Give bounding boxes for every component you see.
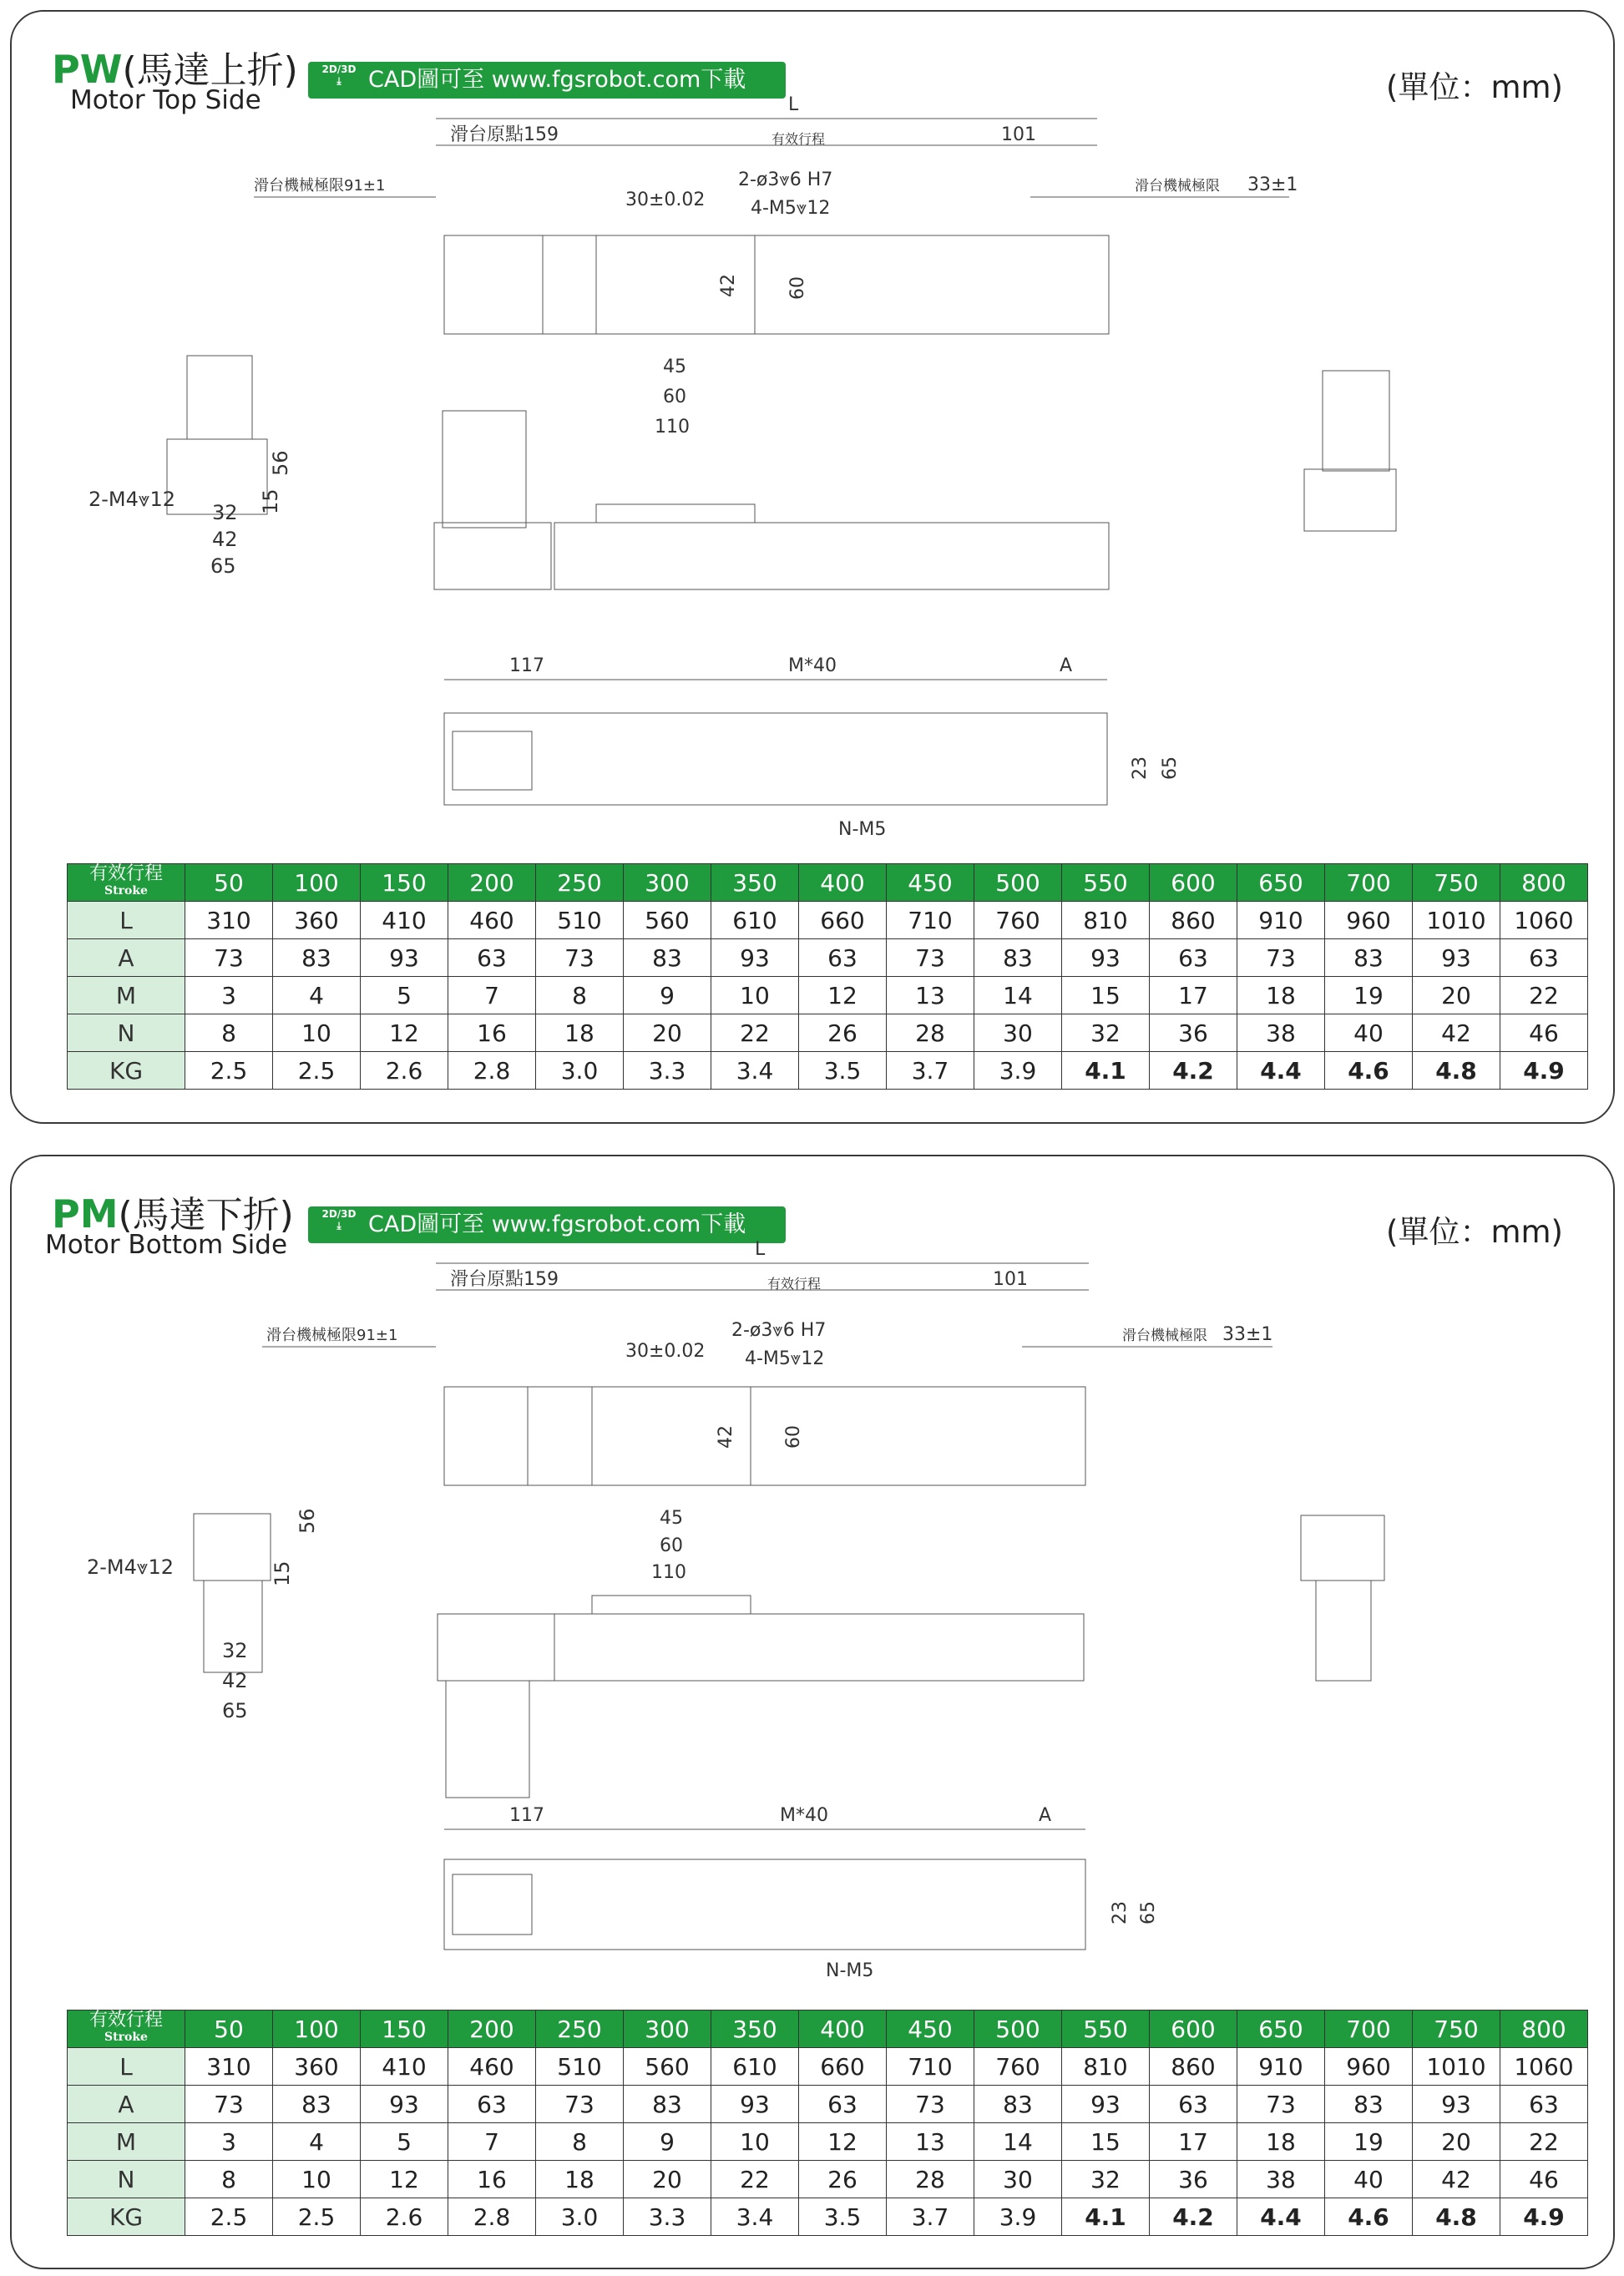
stroke-col: 250	[536, 864, 624, 902]
table-cell: 310	[185, 902, 273, 939]
dim-32: 32	[222, 1639, 248, 1662]
table-cell: 360	[273, 902, 361, 939]
row-label: KG	[68, 1052, 185, 1090]
table-cell: 10	[711, 2123, 799, 2161]
table-cell: 910	[1237, 902, 1325, 939]
table-cell: 12	[361, 2161, 448, 2198]
table-cell: 17	[1150, 977, 1237, 1014]
table-cell: 20	[1413, 2123, 1500, 2161]
row-label: N	[68, 2161, 185, 2198]
table-cell: 16	[448, 2161, 536, 2198]
stroke-col: 150	[361, 2010, 448, 2048]
table-cell: 63	[799, 2086, 887, 2123]
table-cell: 16	[448, 1014, 536, 1052]
stroke-col: 400	[799, 864, 887, 902]
table-cell: 36	[1150, 2161, 1237, 2198]
table-cell: 2.8	[448, 2198, 536, 2236]
dim-60: 60	[783, 1425, 804, 1449]
row-label: A	[68, 2086, 185, 2123]
table-cell: 3	[185, 977, 273, 1014]
stroke-col: 700	[1325, 864, 1413, 902]
table-cell: 38	[1237, 1014, 1325, 1052]
table-cell: 93	[711, 2086, 799, 2123]
table-row	[68, 2123, 1588, 2161]
table-cell: 12	[799, 2123, 887, 2161]
table-cell: 83	[1325, 939, 1413, 977]
stroke-col: 750	[1413, 864, 1500, 902]
table-cell: 18	[536, 2161, 624, 2198]
table-cell: 10	[711, 977, 799, 1014]
table-cell: 63	[1150, 939, 1237, 977]
table-cell: 2.5	[273, 1052, 361, 1090]
table-cell: 15	[1062, 977, 1150, 1014]
technical-drawing	[12, 1156, 1613, 1991]
table-cell: 63	[1150, 2086, 1237, 2123]
table-cell: 710	[887, 2048, 974, 2086]
table-cell: 660	[799, 902, 887, 939]
table-cell: 4.4	[1237, 1052, 1325, 1090]
table-cell: 2.5	[273, 2198, 361, 2236]
dim-45: 45	[663, 357, 686, 377]
table-cell: 19	[1325, 2123, 1413, 2161]
table-cell: 660	[799, 2048, 887, 2086]
table-row	[68, 1052, 1588, 1090]
stroke-col: 600	[1150, 864, 1237, 902]
dim-effective-stroke: 有效行程	[772, 131, 826, 147]
table-cell: 960	[1325, 902, 1413, 939]
stroke-col: 200	[448, 2010, 536, 2048]
table-cell: 63	[1500, 2086, 1588, 2123]
dim-56: 56	[269, 450, 292, 476]
table-cell: 2.6	[361, 1052, 448, 1090]
spec-table	[67, 2010, 1588, 2236]
table-cell: 14	[974, 2123, 1062, 2161]
row-label: N	[68, 1014, 185, 1052]
table-cell: 46	[1500, 2161, 1588, 2198]
table-row	[68, 2161, 1588, 2198]
table-cell: 20	[624, 1014, 711, 1052]
table-cell: 560	[624, 2048, 711, 2086]
stroke-col: 200	[448, 864, 536, 902]
dim-A: A	[1039, 1805, 1052, 1826]
dim-limit-left: 滑台機械極限91±1	[254, 177, 386, 195]
stroke-col: 100	[273, 2010, 361, 2048]
dim-m4: 2-M4⩔12	[89, 488, 175, 511]
table-cell: 3.7	[887, 1052, 974, 1090]
table-cell: 7	[448, 2123, 536, 2161]
table-header-row	[68, 2010, 1588, 2048]
table-cell: 8	[185, 2161, 273, 2198]
dim-42: 42	[716, 1425, 736, 1449]
dim-23: 23	[1130, 756, 1151, 780]
table-body	[68, 902, 1588, 1090]
table-cell: 73	[185, 2086, 273, 2123]
download-icon: 2D/3D ⤓	[321, 63, 357, 87]
table-row	[68, 2086, 1588, 2123]
table-cell: 410	[361, 2048, 448, 2086]
table-cell: 510	[536, 902, 624, 939]
table-cell: 13	[887, 977, 974, 1014]
stroke-col: 450	[887, 2010, 974, 2048]
panel-title: PM(馬達下折)	[52, 1191, 294, 1237]
dim-pin: 2-ø3⩔6 H7	[738, 169, 833, 190]
table-cell: 22	[1500, 977, 1588, 1014]
technical-drawing	[12, 12, 1613, 847]
table-cell: 73	[1237, 939, 1325, 977]
table-cell: 83	[974, 2086, 1062, 2123]
row-label: L	[68, 2048, 185, 2086]
table-row	[68, 902, 1588, 939]
table-cell: 22	[711, 2161, 799, 2198]
table-cell: 26	[799, 1014, 887, 1052]
table-cell: 73	[887, 2086, 974, 2123]
table-cell: 63	[448, 939, 536, 977]
stroke-col: 100	[273, 864, 361, 902]
table-cell: 12	[799, 977, 887, 1014]
table-cell: 83	[974, 939, 1062, 977]
stroke-col: 650	[1237, 864, 1325, 902]
row-label: M	[68, 977, 185, 1014]
dim-65: 65	[222, 1699, 248, 1722]
table-cell: 28	[887, 1014, 974, 1052]
table-cell: 63	[799, 939, 887, 977]
table-cell: 4.4	[1237, 2198, 1325, 2236]
table-cell: 860	[1150, 902, 1237, 939]
table-cell: 5	[361, 977, 448, 1014]
dim-effective-stroke: 有效行程	[767, 1276, 822, 1292]
table-cell: 30	[974, 2161, 1062, 2198]
download-icon: 2D/3D ⤓	[321, 1208, 357, 1232]
panel-title: PW(馬達上折)	[52, 47, 298, 92]
table-cell: 3.9	[974, 1052, 1062, 1090]
table-row	[68, 939, 1588, 977]
stroke-col: 750	[1413, 2010, 1500, 2048]
dim-tol: 30±0.02	[625, 1341, 706, 1362]
stroke-header: 有效行程 Stroke	[68, 2010, 185, 2048]
table-cell: 2.8	[448, 1052, 536, 1090]
table-cell: 73	[1237, 2086, 1325, 2123]
table-cell: 12	[361, 1014, 448, 1052]
panel-pw	[10, 10, 1615, 1124]
table-cell: 4	[273, 977, 361, 1014]
dim-L: L	[755, 1239, 766, 1260]
stroke-col: 50	[185, 2010, 273, 2048]
dim-42b: 42	[222, 1669, 248, 1692]
table-cell: 3.4	[711, 2198, 799, 2236]
table-cell: 15	[1062, 2123, 1150, 2161]
dim-slide-origin: 滑台原點159	[450, 1269, 559, 1290]
dim-N-M5: N-M5	[838, 819, 887, 840]
table-cell: 3.5	[799, 2198, 887, 2236]
dim-117: 117	[509, 655, 544, 676]
stroke-header: 有效行程 Stroke	[68, 864, 185, 902]
table-cell: 3.5	[799, 1052, 887, 1090]
dim-42: 42	[718, 274, 739, 297]
dim-m5: 4-M5⩔12	[751, 198, 831, 219]
table-body	[68, 2048, 1588, 2236]
stroke-col: 500	[974, 2010, 1062, 2048]
table-cell: 14	[974, 977, 1062, 1014]
table-cell: 310	[185, 2048, 273, 2086]
table-cell: 18	[1237, 2123, 1325, 2161]
table-cell: 760	[974, 2048, 1062, 2086]
table-cell: 26	[799, 2161, 887, 2198]
row-label: M	[68, 2123, 185, 2161]
table-cell: 760	[974, 902, 1062, 939]
stroke-col: 300	[624, 2010, 711, 2048]
stroke-col: 800	[1500, 864, 1588, 902]
table-cell: 360	[273, 2048, 361, 2086]
table-cell: 46	[1500, 1014, 1588, 1052]
table-cell: 560	[624, 902, 711, 939]
dim-60: 60	[787, 276, 808, 300]
table-cell: 460	[448, 2048, 536, 2086]
table-cell: 19	[1325, 977, 1413, 1014]
table-cell: 3.3	[624, 1052, 711, 1090]
table-cell: 8	[185, 1014, 273, 1052]
table-cell: 4.8	[1413, 2198, 1500, 2236]
table-cell: 93	[1413, 2086, 1500, 2123]
table-cell: 9	[624, 2123, 711, 2161]
table-cell: 4.1	[1062, 2198, 1150, 2236]
dim-limit-right-val: 33±1	[1247, 174, 1298, 195]
dim-56: 56	[296, 1508, 319, 1534]
table-cell: 3.0	[536, 2198, 624, 2236]
table-cell: 32	[1062, 1014, 1150, 1052]
table-cell: 1060	[1500, 2048, 1588, 2086]
table-cell: 93	[361, 939, 448, 977]
dim-L: L	[788, 94, 799, 115]
table-cell: 63	[448, 2086, 536, 2123]
panel-subtitle: Motor Top Side	[70, 85, 261, 115]
table-cell: 93	[1062, 939, 1150, 977]
table-cell: 2.6	[361, 2198, 448, 2236]
dim-65b: 65	[1160, 756, 1181, 780]
table-cell: 4.2	[1150, 2198, 1237, 2236]
table-cell: 710	[887, 902, 974, 939]
table-cell: 9	[624, 977, 711, 1014]
dim-60b: 60	[663, 387, 686, 407]
table-cell: 30	[974, 1014, 1062, 1052]
table-cell: 93	[1062, 2086, 1150, 2123]
stroke-col: 300	[624, 864, 711, 902]
dim-A: A	[1060, 655, 1073, 676]
dim-60b: 60	[660, 1535, 683, 1556]
dim-110: 110	[651, 1562, 686, 1583]
unit-label: (單位：mm)	[1386, 69, 1563, 105]
table-cell: 42	[1413, 1014, 1500, 1052]
table-cell: 32	[1062, 2161, 1150, 2198]
stroke-col: 50	[185, 864, 273, 902]
table-cell: 4.1	[1062, 1052, 1150, 1090]
table-cell: 4.9	[1500, 1052, 1588, 1090]
table-cell: 28	[887, 2161, 974, 2198]
table-cell: 4	[273, 2123, 361, 2161]
stroke-col: 450	[887, 864, 974, 902]
table-row	[68, 2048, 1588, 2086]
dim-65b: 65	[1138, 1901, 1159, 1924]
table-cell: 3.3	[624, 2198, 711, 2236]
dim-pin: 2-ø3⩔6 H7	[731, 1320, 827, 1341]
table-cell: 38	[1237, 2161, 1325, 2198]
table-cell: 93	[361, 2086, 448, 2123]
dim-M40: M*40	[788, 655, 837, 676]
table-cell: 460	[448, 902, 536, 939]
table-cell: 410	[361, 902, 448, 939]
dim-101: 101	[1001, 124, 1036, 145]
table-cell: 1060	[1500, 902, 1588, 939]
dim-101: 101	[993, 1269, 1028, 1290]
table-cell: 10	[273, 2161, 361, 2198]
dim-32: 32	[212, 501, 238, 524]
panel-subtitle: Motor Bottom Side	[45, 1230, 288, 1260]
row-label: A	[68, 939, 185, 977]
spec-table	[67, 863, 1588, 1090]
stroke-col: 800	[1500, 2010, 1588, 2048]
table-cell: 63	[1500, 939, 1588, 977]
table-cell: 810	[1062, 902, 1150, 939]
stroke-col: 650	[1237, 2010, 1325, 2048]
table-cell: 910	[1237, 2048, 1325, 2086]
table-header-row	[68, 864, 1588, 902]
table-cell: 7	[448, 977, 536, 1014]
table-cell: 73	[536, 2086, 624, 2123]
table-cell: 18	[1237, 977, 1325, 1014]
dim-45: 45	[660, 1508, 683, 1529]
dim-limit-left: 滑台機械極限91±1	[266, 1327, 398, 1344]
table-cell: 20	[1413, 977, 1500, 1014]
table-cell: 93	[1413, 939, 1500, 977]
stroke-col: 400	[799, 2010, 887, 2048]
stroke-col: 550	[1062, 2010, 1150, 2048]
table-cell: 17	[1150, 2123, 1237, 2161]
table-cell: 20	[624, 2161, 711, 2198]
table-cell: 40	[1325, 1014, 1413, 1052]
dim-limit-right-val: 33±1	[1222, 1324, 1273, 1345]
table-cell: 510	[536, 2048, 624, 2086]
table-cell: 73	[185, 939, 273, 977]
table-cell: 960	[1325, 2048, 1413, 2086]
table-cell: 8	[536, 2123, 624, 2161]
table-cell: 93	[711, 939, 799, 977]
table-cell: 83	[624, 2086, 711, 2123]
table-cell: 5	[361, 2123, 448, 2161]
table-cell: 13	[887, 2123, 974, 2161]
table-cell: 18	[536, 1014, 624, 1052]
cad-download-text: CAD圖可至 www.fgsrobot.com下載	[368, 1211, 746, 1237]
dim-15: 15	[271, 1560, 294, 1586]
table-cell: 83	[273, 939, 361, 977]
table-cell: 4.6	[1325, 2198, 1413, 2236]
dim-117: 117	[509, 1805, 544, 1826]
table-cell: 36	[1150, 1014, 1237, 1052]
table-cell: 810	[1062, 2048, 1150, 2086]
unit-label: (單位：mm)	[1386, 1214, 1563, 1250]
stroke-col: 350	[711, 864, 799, 902]
dim-m4: 2-M4⩔12	[87, 1555, 174, 1579]
table-cell: 73	[536, 939, 624, 977]
table-row	[68, 977, 1588, 1014]
table-cell: 10	[273, 1014, 361, 1052]
panel-pm	[10, 1155, 1615, 2269]
table-cell: 40	[1325, 2161, 1413, 2198]
dim-23: 23	[1110, 1901, 1131, 1924]
dim-42b: 42	[212, 528, 238, 551]
dim-15: 15	[259, 488, 282, 514]
dim-110: 110	[655, 417, 690, 437]
stroke-col: 150	[361, 864, 448, 902]
table-cell: 83	[1325, 2086, 1413, 2123]
dim-65: 65	[210, 554, 236, 578]
table-cell: 4.8	[1413, 1052, 1500, 1090]
table-cell: 860	[1150, 2048, 1237, 2086]
dim-slide-origin: 滑台原點159	[450, 124, 559, 145]
stroke-col: 700	[1325, 2010, 1413, 2048]
table-cell: 2.5	[185, 2198, 273, 2236]
table-cell: 4.9	[1500, 2198, 1588, 2236]
table-cell: 73	[887, 939, 974, 977]
stroke-col: 250	[536, 2010, 624, 2048]
table-cell: 4.2	[1150, 1052, 1237, 1090]
stroke-col: 600	[1150, 2010, 1237, 2048]
table-row	[68, 2198, 1588, 2236]
dim-limit-right: 滑台機械極限	[1122, 1328, 1207, 1344]
dim-m5: 4-M5⩔12	[745, 1348, 825, 1369]
cad-download-text: CAD圖可至 www.fgsrobot.com下載	[368, 67, 746, 93]
dim-N-M5: N-M5	[826, 1960, 874, 1981]
stroke-col: 500	[974, 864, 1062, 902]
table-cell: 3.7	[887, 2198, 974, 2236]
stroke-col: 550	[1062, 864, 1150, 902]
stroke-col: 350	[711, 2010, 799, 2048]
table-cell: 3.9	[974, 2198, 1062, 2236]
dim-M40: M*40	[780, 1805, 828, 1826]
table-cell: 83	[624, 939, 711, 977]
table-cell: 3.4	[711, 1052, 799, 1090]
table-cell: 42	[1413, 2161, 1500, 2198]
table-cell: 83	[273, 2086, 361, 2123]
dim-limit-right: 滑台機械極限	[1135, 178, 1220, 195]
table-cell: 2.5	[185, 1052, 273, 1090]
table-cell: 4.6	[1325, 1052, 1413, 1090]
table-cell: 3	[185, 2123, 273, 2161]
table-row	[68, 1014, 1588, 1052]
table-cell: 8	[536, 977, 624, 1014]
row-label: L	[68, 902, 185, 939]
table-cell: 1010	[1413, 902, 1500, 939]
table-cell: 22	[1500, 2123, 1588, 2161]
dim-tol: 30±0.02	[625, 190, 706, 210]
table-cell: 610	[711, 902, 799, 939]
table-cell: 1010	[1413, 2048, 1500, 2086]
table-cell: 22	[711, 1014, 799, 1052]
table-cell: 610	[711, 2048, 799, 2086]
table-cell: 3.0	[536, 1052, 624, 1090]
row-label: KG	[68, 2198, 185, 2236]
